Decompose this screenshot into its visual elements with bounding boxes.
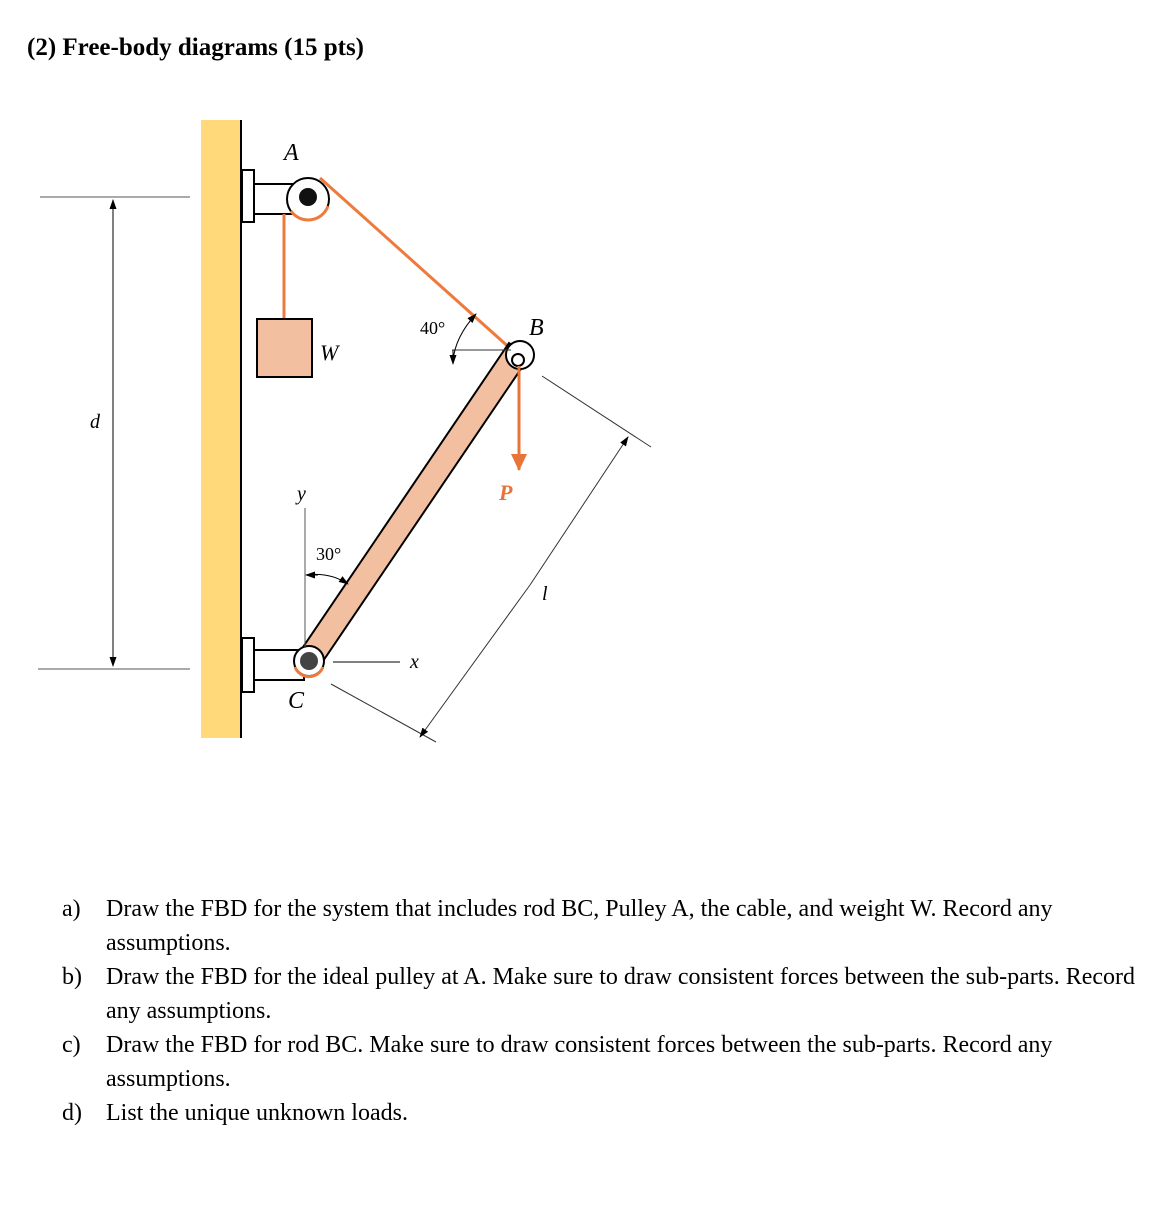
label-c: C: [288, 688, 305, 714]
question-a: [62, 892, 1142, 960]
angle-40-arc: [453, 314, 476, 361]
pin-b: [512, 354, 524, 366]
question-a-marker: a): [62, 896, 81, 922]
label-d: d: [90, 411, 100, 433]
weight-w: [257, 319, 312, 377]
question-c-text: Draw the FBD for rod BC. Make sure to draw consistent forces between the sub-parts. Record any assumptions.: [106, 1032, 1053, 1092]
rod-bc: [299, 343, 529, 667]
label-x: x: [410, 651, 419, 673]
page-title: (2) Free-body diagrams (15 pts): [27, 34, 364, 61]
label-w: W: [320, 340, 339, 365]
dimension-l-arrow-bottom: [420, 585, 530, 737]
question-d: [62, 1096, 1142, 1130]
dimension-l-extension-c: [331, 684, 436, 742]
question-b-marker: b): [62, 964, 82, 990]
bracket-a-plate: [242, 170, 254, 222]
label-angle-30: 30°: [316, 544, 342, 564]
cable-a-to-b: [320, 178, 512, 350]
pin-c: [300, 652, 318, 670]
wall: [201, 120, 241, 738]
dimension-l-arrow-top: [530, 437, 628, 585]
question-b: [62, 960, 1142, 1028]
label-angle-40: 40°: [420, 318, 446, 338]
label-a: A: [284, 140, 299, 166]
question-d-marker: d): [62, 1100, 82, 1126]
question-c-marker: c): [62, 1032, 81, 1058]
question-c: [62, 1028, 1142, 1096]
pulley-a-pin: [299, 188, 317, 206]
label-p: P: [499, 480, 513, 505]
question-list: [62, 892, 1142, 1130]
bracket-c-plate: [242, 638, 254, 692]
question-d-text: List the unique unknown loads.: [106, 1100, 408, 1126]
question-b-text: Draw the FBD for the ideal pulley at A. Make sure to draw consistent forces between the sub-parts. Record any assumptions.: [106, 964, 1136, 1024]
label-l: l: [542, 583, 548, 605]
label-y: y: [297, 483, 306, 505]
dimension-l-extension-b: [542, 376, 651, 447]
question-a-text: Draw the FBD for the system that includes rod BC, Pulley A, the cable, and weight W. Record any assumptions.: [106, 896, 1053, 956]
label-b: B: [529, 315, 544, 341]
angle-30-arc: [306, 574, 348, 584]
